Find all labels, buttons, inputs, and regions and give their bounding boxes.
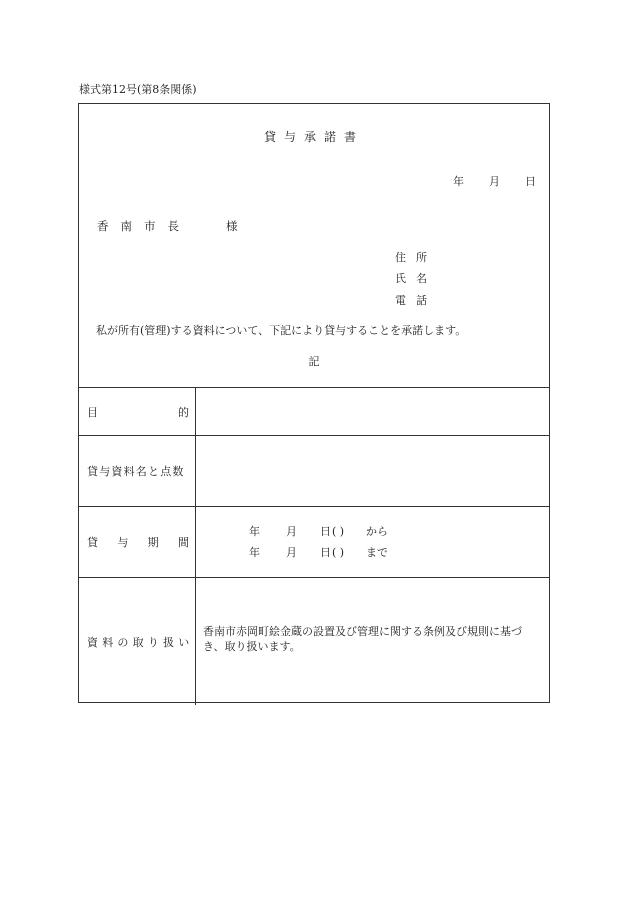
handling-text: 香南市赤岡町絵金蔵の設置及び管理に関する条例及び規則に基づき、取り扱います。	[203, 625, 522, 653]
materials-row	[79, 436, 549, 507]
applicant-address-label: 住所	[395, 251, 437, 264]
period-row	[79, 507, 549, 578]
purpose-label-char: 的	[178, 405, 189, 419]
period-label-char: 貸	[87, 536, 98, 549]
handling-label-text: 資料の取り扱い	[87, 635, 194, 649]
purpose-label	[79, 388, 196, 436]
period-label-char: 与	[117, 536, 129, 549]
start-weekday: ( )	[332, 525, 345, 538]
period-label-char: 間	[177, 536, 189, 549]
form-number: 様式第12号(第8条関係)	[79, 83, 197, 96]
form-title: 貸与承諾書	[263, 130, 364, 144]
start-day: 日	[320, 525, 331, 538]
period-start-line	[196, 521, 549, 542]
start-month: 月	[286, 525, 297, 538]
period-field[interactable]	[196, 507, 550, 578]
applicant-name-label: 氏名	[395, 272, 437, 285]
consent-form	[78, 103, 550, 703]
end-suffix: まで	[366, 546, 388, 559]
details-table	[79, 387, 549, 705]
purpose-field[interactable]	[196, 388, 550, 436]
end-year: 年	[249, 546, 260, 559]
materials-field[interactable]	[196, 436, 550, 507]
consent-statement: 私が所有(管理)する資料について、下記により貸与することを承諾します。	[96, 324, 467, 337]
handling-row	[79, 578, 549, 706]
purpose-label-char: 目	[87, 405, 98, 419]
start-year: 年	[249, 525, 260, 538]
form-header	[79, 104, 549, 387]
end-month: 月	[286, 546, 297, 559]
date-day-label: 日	[525, 175, 536, 188]
materials-label-text: 貸与資料名と点数	[87, 465, 185, 478]
handling-field	[196, 578, 550, 706]
purpose-row	[79, 388, 549, 436]
addressee-honorific: 様	[226, 219, 238, 233]
end-day: 日	[320, 546, 331, 559]
materials-label	[79, 436, 196, 507]
date-month-label: 月	[489, 175, 500, 188]
end-weekday: ( )	[332, 546, 345, 559]
period-label	[79, 507, 196, 578]
start-suffix: から	[366, 525, 388, 538]
period-end-line	[196, 542, 549, 563]
addressee-name: 香南市長	[97, 219, 191, 233]
ki-heading: 記	[308, 355, 320, 368]
date-year-label: 年	[453, 175, 464, 188]
period-label-char: 期	[147, 536, 159, 549]
applicant-phone-label: 電話	[395, 294, 437, 307]
handling-label	[79, 578, 196, 706]
